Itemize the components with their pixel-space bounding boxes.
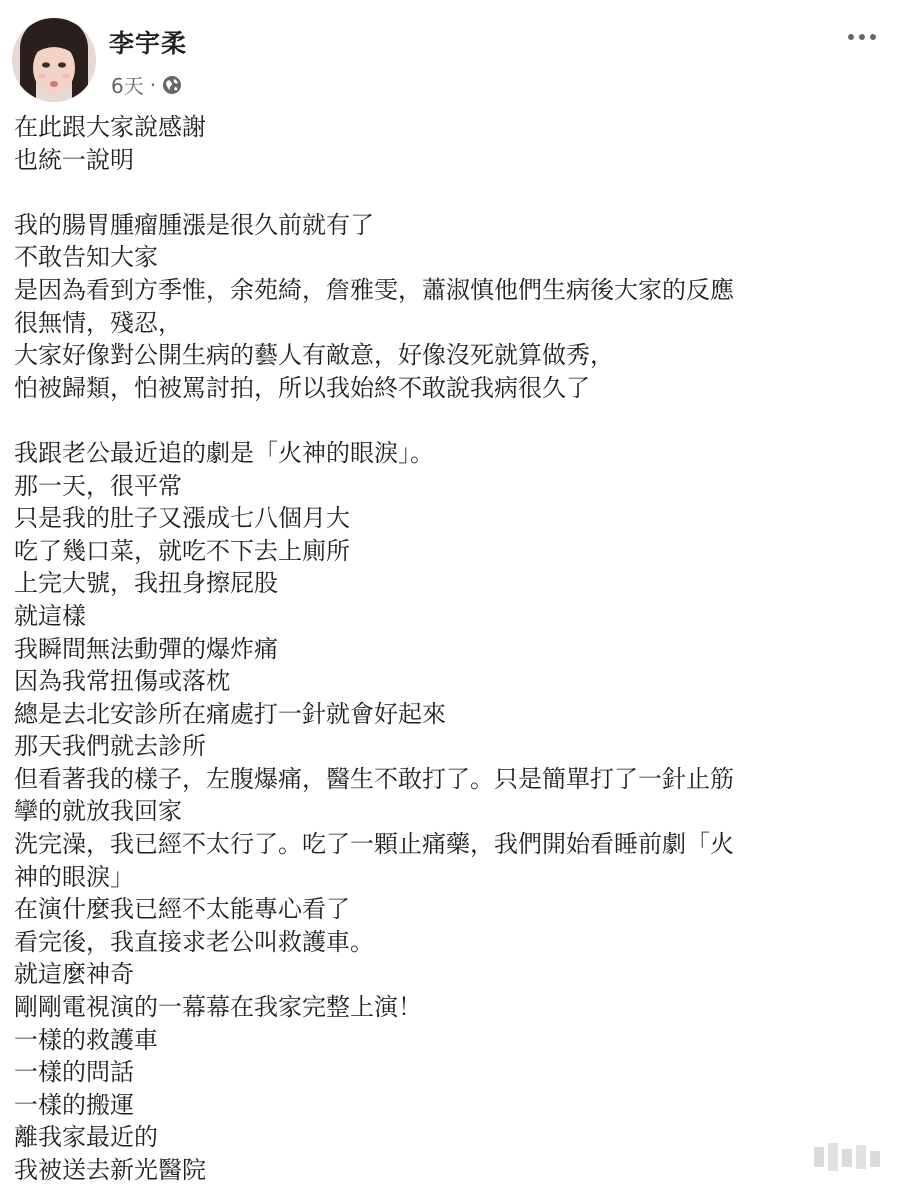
post-text-line: 吃了幾口菜，就吃不下去上廁所 [14,536,350,565]
post-text-line: 不敢告知大家 [14,243,158,272]
avatar[interactable] [12,18,96,102]
post-text-line: 一樣的救護車 [14,1025,158,1054]
post-text-line: 也統一說明 [14,145,134,174]
blank-line [14,404,884,437]
post-text-line: 怕被歸類，怕被罵討拍，所以我始終不敢說我病很久了 [14,373,590,402]
post-text-line: 剛剛電視演的一幕幕在我家完整上演！ [14,993,422,1022]
post-body [14,111,884,1187]
post-text-line: 因為我常扭傷或落枕 [14,667,230,696]
post-text-line: 攣的就放我回家 [14,797,182,826]
more-dot [870,34,876,40]
more-options-icon[interactable] [842,22,882,52]
post-time[interactable]: 6天 [111,74,144,98]
post-text-line: 大家好像對公開生病的藝人有敵意，好像沒死就算做秀， [14,341,614,370]
post-text-line: 離我家最近的 [14,1123,158,1152]
post-text-line: 就這樣 [14,601,86,630]
post-text-line: 但看著我的樣子，左腹爆痛，醫生不敢打了。只是簡單打了一針止筋 [14,764,734,793]
avatar-image [12,18,96,102]
post-text-line: 洗完澡，我已經不太行了。吃了一顆止痛藥，我們開始看睡前劇「火 [14,830,734,859]
blank-line [14,176,884,209]
post-text-line: 在此跟大家說感謝 [14,113,206,141]
more-dot [859,34,865,40]
post-text-line: 一樣的問話 [14,1058,134,1087]
post-text-line: 是因為看到方季惟，余苑綺，詹雅雯，蕭淑慎他們生病後大家的反應 [14,275,734,304]
post-meta [111,70,182,99]
post-text-line: 我被送去新光醫院 [14,1156,206,1184]
post-text-line: 很無情，殘忍， [14,308,182,337]
post-text-line: 那天我們就去診所 [14,732,206,761]
post-text-line: 只是我的肚子又漲成七八個月大 [14,504,350,533]
post-text-line: 一樣的搬運 [14,1090,134,1119]
post-text-line: 我的腸胃腫瘤腫漲是很久前就有了 [14,210,374,239]
more-dot [848,34,854,40]
post-text-line: 神的眼淚」 [14,862,134,891]
globe-icon[interactable] [162,75,182,95]
post-text-line: 總是去北安診所在痛處打一針就會好起來 [14,699,446,728]
post-text-line: 那一天，很平常 [14,471,182,500]
post-header [12,18,888,102]
post-text-line: 上完大號，我扭身擦屁股 [14,569,278,598]
author-name[interactable]: 李宇柔 [109,29,188,58]
post-text-line: 就這麼神奇 [14,960,134,989]
watermark-image [812,1139,884,1175]
post-text-line: 我跟老公最近追的劇是「火神的眼淚」。 [14,438,434,467]
post-text-line: 在演什麼我已經不太能專心看了 [14,895,350,924]
meta-separator: · [149,72,157,97]
post-text-line: 我瞬間無法動彈的爆炸痛 [14,634,278,663]
post-text-line: 看完後，我直接求老公叫救護車。 [14,927,374,956]
